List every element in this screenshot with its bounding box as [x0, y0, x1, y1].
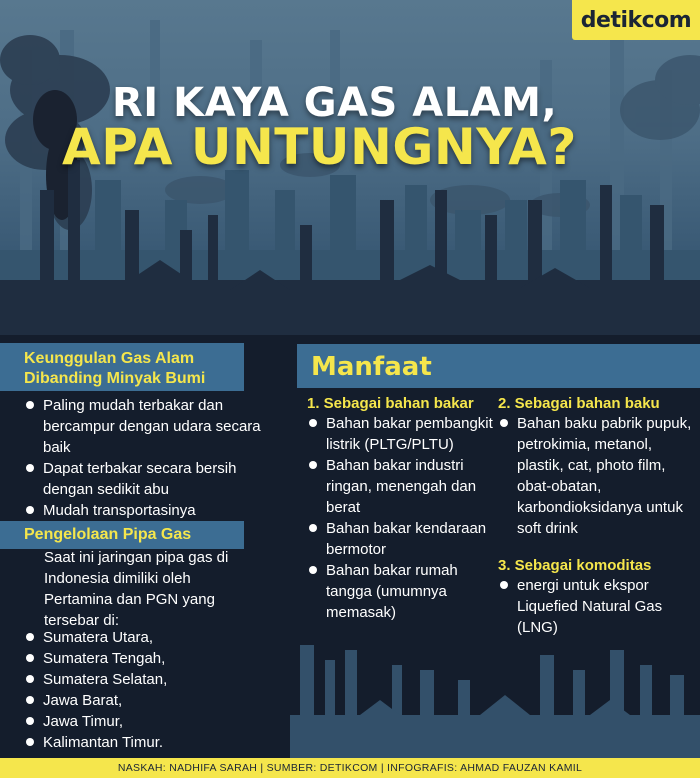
title-line-2: APA UNTUNGNYA? — [62, 118, 577, 176]
pipa-gas-region-list — [24, 627, 244, 753]
list-item: Jawa Barat, — [24, 690, 244, 711]
list-item: Bahan baku pabrik pupuk, petrokimia, metanol, plastik, cat, photo film, obat-obatan, karbondioksidanya untuk soft drink — [498, 413, 698, 539]
list-item: Sumatera Tengah, — [24, 648, 244, 669]
keunggulan-heading-line-2: Dibanding Minyak Bumi — [24, 370, 206, 387]
komoditas-title: 3. Sebagai komoditas — [498, 557, 652, 574]
keunggulan-list — [24, 395, 264, 521]
keunggulan-heading-line-1: Keunggulan Gas Alam — [24, 350, 195, 367]
list-item: Bahan bakar industri ringan, menengah dan berat — [307, 455, 493, 518]
bahan-bakar-title: 1. Sebagai bahan bakar — [307, 395, 474, 412]
list-item: Paling mudah terbakar dan bercampur dengan udara secara baik — [24, 395, 264, 458]
list-item: Kalimantan Timur. — [24, 732, 244, 753]
list-item: Sumatera Utara, — [24, 627, 244, 648]
list-item: Bahan bakar rumah tangga (umumnya memasak) — [307, 560, 493, 623]
bahan-baku-list — [498, 413, 698, 539]
bahan-bakar-list — [307, 413, 493, 623]
list-item: Mudah transportasinya — [24, 500, 264, 521]
keunggulan-heading — [0, 343, 244, 391]
list-item: Dapat terbakar secara bersih dengan sedikit abu — [24, 458, 264, 500]
list-item: Jawa Timur, — [24, 711, 244, 732]
manfaat-heading: Manfaat — [297, 344, 700, 388]
list-item: energi untuk ekspor Liquefied Natural Gas (LNG) — [498, 575, 698, 638]
detikcom-logo — [572, 0, 700, 40]
credits-footer: NASKAH: NADHIFA SARAH | SUMBER: DETIKCOM | INFOGRAFIS: AHMAD FAUZAN KAMIL — [0, 758, 700, 778]
komoditas-list — [498, 575, 698, 638]
pipa-gas-intro: Saat ini jaringan pipa gas di Indonesia dimiliki oleh Pertamina dan PGN yang tersebar di: — [44, 549, 229, 629]
list-item: Sumatera Selatan, — [24, 669, 244, 690]
list-item: Bahan bakar pembangkit listrik (PLTG/PLTU) — [307, 413, 493, 455]
bahan-baku-title: 2. Sebagai bahan baku — [498, 395, 660, 412]
logo-text: detikcom — [580, 7, 692, 33]
title-line-1: RI KAYA GAS ALAM, — [112, 80, 558, 126]
pipa-gas-heading: Pengelolaan Pipa Gas — [0, 521, 244, 549]
list-item: Bahan bakar kendaraan bermotor — [307, 518, 493, 560]
